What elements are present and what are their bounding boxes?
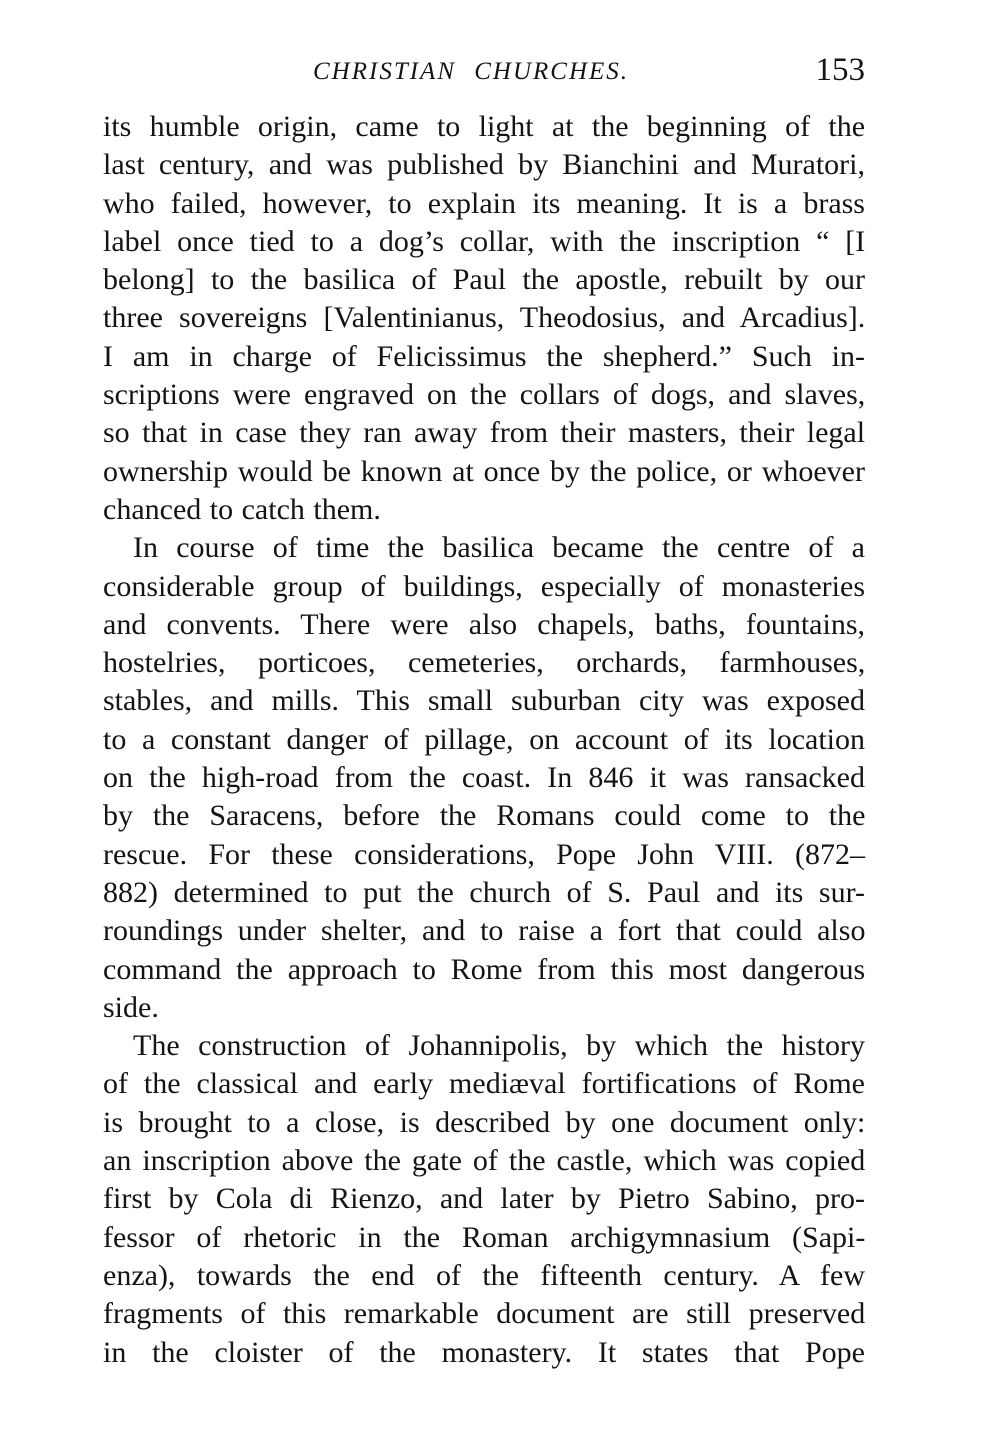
- page-number: 153: [815, 52, 865, 88]
- text-line: roundings under shelter, and to raise a fort that could also: [103, 914, 866, 948]
- text-line: ownership would be known at once by the police, or whoever: [103, 454, 865, 488]
- text-line: in the cloister of the monastery. It states that Pope: [103, 1335, 865, 1369]
- text-line: hostelries, porticoes, cemeteries, orchards, farmhouses,: [103, 646, 866, 680]
- text-line: who failed, however, to explain its meaning. It is a brass: [103, 186, 865, 220]
- text-line: to a constant danger of pillage, on account of its location: [103, 722, 865, 756]
- text-line: by the Saracens, before the Romans could come to the: [103, 799, 866, 833]
- text-line: In course of time the basilica became the centre of a: [133, 531, 865, 565]
- text-line: of the classical and early mediæval fortifications of Rome: [103, 1067, 865, 1101]
- text-line: belong] to the basilica of Paul the apostle, rebuilt by our: [103, 263, 866, 297]
- text-line: fessor of rhetoric in the Roman archigymnasium (Sapi-: [103, 1220, 866, 1254]
- text-line: label once tied to a dog’s collar, with the inscription “ [I: [103, 224, 866, 258]
- body-text: [103, 108, 865, 1372]
- text-line: is brought to a close, is described by one document only:: [103, 1105, 866, 1139]
- text-line: I am in charge of Felicissimus the shepherd.” Such in-: [103, 339, 865, 373]
- text-line: stables, and mills. This small suburban city was exposed: [103, 684, 865, 718]
- text-line: its humble origin, came to light at the beginning of the: [103, 110, 866, 143]
- text-line: fragments of this remarkable document are still preserved: [103, 1297, 866, 1331]
- running-title: CHRISTIAN CHURCHES.: [313, 58, 630, 85]
- text-line: on the high-road from the coast. In 846 it was ransacked: [103, 761, 865, 795]
- text-line: chanced to catch them.: [103, 492, 381, 526]
- paragraph-3: [103, 1027, 865, 1372]
- text-line: last century, and was published by Bianchini and Muratori,: [103, 148, 865, 182]
- text-line: an inscription above the gate of the castle, which was copied: [103, 1144, 866, 1178]
- running-head: [103, 52, 865, 92]
- text-line: so that in case they ran away from their masters, their legal: [103, 416, 866, 450]
- text-line: enza), towards the end of the fifteenth century. A few: [103, 1258, 865, 1292]
- text-line: 882) determined to put the church of S. Paul and its sur-: [103, 875, 865, 909]
- paragraph-1: [103, 108, 865, 529]
- text-line: The construction of Johannipolis, by which the history: [133, 1029, 865, 1063]
- text-line: scriptions were engraved on the collars of dogs, and slaves,: [103, 378, 866, 412]
- text-line: side.: [103, 990, 159, 1024]
- text-line: considerable group of buildings, especially of monasteries: [103, 569, 865, 603]
- text-line: command the approach to Rome from this most dangerous: [103, 952, 866, 986]
- text-line: rescue. For these considerations, Pope John VIII. (872–: [103, 837, 865, 871]
- text-line: three sovereigns [Valentinianus, Theodosius, and Arcadius].: [103, 301, 866, 335]
- text-line: first by Cola di Rienzo, and later by Pietro Sabino, pro-: [103, 1182, 865, 1216]
- paragraph-2: [103, 529, 865, 1027]
- text-line: and convents. There were also chapels, baths, fountains,: [103, 607, 865, 641]
